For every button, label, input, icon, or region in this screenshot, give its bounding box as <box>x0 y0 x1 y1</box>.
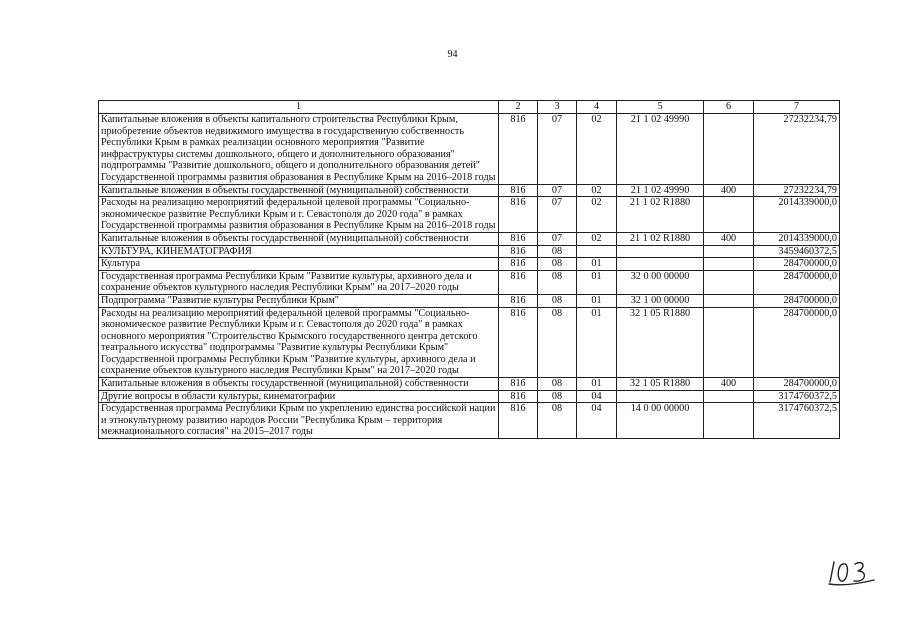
row-subsection: 02 <box>577 232 617 245</box>
row-expense-type <box>704 114 754 185</box>
row-section: 08 <box>538 378 577 391</box>
column-header: 4 <box>577 101 617 114</box>
row-subsection: 01 <box>577 270 617 294</box>
row-section: 08 <box>538 270 577 294</box>
row-name: Капитальные вложения в объекты государственной (муниципальной) собственности <box>99 232 499 245</box>
row-grbs: 816 <box>499 258 538 271</box>
handwritten-page-signature <box>828 556 878 586</box>
row-amount: 284700000,0 <box>754 258 840 271</box>
row-subsection: 04 <box>577 390 617 403</box>
row-grbs: 816 <box>499 307 538 378</box>
page-number: 94 <box>447 49 458 60</box>
row-name: Расходы на реализацию мероприятий федеральной целевой программы "Социально-экономическое развитие Республики Крым и г. Севастополя до 2020 года" в рамках основного мероприятия "Строительство Крымского государственного центра детского театрального искусства" подпрограммы "Развитие культуры Республики Крым" Государственной программы Республики Крым "Развитие культуры, архивного дела и сохранение объектов культурного наследия Республики Крым" на 2017–2020 годы <box>99 307 499 378</box>
row-amount: 284700000,0 <box>754 378 840 391</box>
header-row <box>99 101 840 114</box>
row-name: Государственная программа Республики Крым по укреплению единства российской нации и этнокультурному развитию народов России "Республика Крым – территория межнационального согласия" на 2015–2017 годы <box>99 403 499 439</box>
row-subsection: 01 <box>577 378 617 391</box>
row-amount: 3459460372,5 <box>754 245 840 258</box>
row-subsection: 01 <box>577 294 617 307</box>
row-amount: 27232234,79 <box>754 184 840 197</box>
row-amount: 284700000,0 <box>754 307 840 378</box>
row-target-code: 21 1 02 R1880 <box>617 232 704 245</box>
row-section: 07 <box>538 197 577 233</box>
row-name: Капитальные вложения в объекты государственной (муниципальной) собственности <box>99 184 499 197</box>
row-expense-type <box>704 197 754 233</box>
row-name: Другие вопросы в области культуры, кинематографии <box>99 390 499 403</box>
row-grbs: 816 <box>499 378 538 391</box>
table-row <box>99 258 840 271</box>
table-row <box>99 184 840 197</box>
row-grbs: 816 <box>499 390 538 403</box>
row-section: 07 <box>538 114 577 185</box>
row-target-code: 21 1 02 R1880 <box>617 197 704 233</box>
row-section: 08 <box>538 307 577 378</box>
row-name: Подпрограмма "Развитие культуры Республики Крым" <box>99 294 499 307</box>
row-expense-type <box>704 390 754 403</box>
row-section: 07 <box>538 184 577 197</box>
row-section: 08 <box>538 403 577 439</box>
row-subsection: 02 <box>577 114 617 185</box>
table-row <box>99 197 840 233</box>
row-grbs: 816 <box>499 294 538 307</box>
row-expense-type: 400 <box>704 184 754 197</box>
row-expense-type: 400 <box>704 232 754 245</box>
row-target-code <box>617 390 704 403</box>
row-subsection <box>577 245 617 258</box>
row-amount: 27232234,79 <box>754 114 840 185</box>
row-name: Расходы на реализацию мероприятий федеральной целевой программы "Социально-экономическое развитие Республики Крым и г. Севастополя до 2020 года" в рамках Государственной программы развития образования в Республике Крым на 2016–2018 годы <box>99 197 499 233</box>
row-grbs: 816 <box>499 114 538 185</box>
row-subsection: 02 <box>577 197 617 233</box>
column-header: 3 <box>538 101 577 114</box>
row-section: 08 <box>538 390 577 403</box>
row-expense-type <box>704 307 754 378</box>
row-expense-type <box>704 294 754 307</box>
row-expense-type <box>704 245 754 258</box>
budget-table <box>98 100 840 439</box>
row-subsection: 02 <box>577 184 617 197</box>
row-section: 08 <box>538 245 577 258</box>
table-row <box>99 294 840 307</box>
row-expense-type <box>704 258 754 271</box>
row-target-code: 32 1 05 R1880 <box>617 378 704 391</box>
row-grbs: 816 <box>499 270 538 294</box>
row-expense-type: 400 <box>704 378 754 391</box>
row-expense-type <box>704 403 754 439</box>
row-target-code <box>617 245 704 258</box>
row-target-code: 32 1 05 R1880 <box>617 307 704 378</box>
column-header: 5 <box>617 101 704 114</box>
row-amount: 2014339000,0 <box>754 232 840 245</box>
row-amount: 284700000,0 <box>754 270 840 294</box>
row-name: Культура <box>99 258 499 271</box>
row-expense-type <box>704 270 754 294</box>
row-section: 08 <box>538 258 577 271</box>
table-row <box>99 307 840 378</box>
row-grbs: 816 <box>499 403 538 439</box>
row-grbs: 816 <box>499 232 538 245</box>
row-target-code: 21 1 02 49990 <box>617 114 704 185</box>
table-row <box>99 114 840 185</box>
column-header: 7 <box>754 101 840 114</box>
table-row <box>99 390 840 403</box>
row-target-code: 21 1 02 49990 <box>617 184 704 197</box>
row-section: 08 <box>538 294 577 307</box>
row-subsection: 04 <box>577 403 617 439</box>
table-row <box>99 378 840 391</box>
row-grbs: 816 <box>499 197 538 233</box>
row-target-code: 32 1 00 00000 <box>617 294 704 307</box>
row-subsection: 01 <box>577 258 617 271</box>
row-name: КУЛЬТУРА, КИНЕМАТОГРАФИЯ <box>99 245 499 258</box>
table-row <box>99 232 840 245</box>
row-amount: 284700000,0 <box>754 294 840 307</box>
row-name: Государственная программа Республики Крым "Развитие культуры, архивного дела и сохранение объектов культурного наследия Республики Крым" на 2017–2020 годы <box>99 270 499 294</box>
column-header: 1 <box>99 101 499 114</box>
row-subsection: 01 <box>577 307 617 378</box>
row-name: Капитальные вложения в объекты государственной (муниципальной) собственности <box>99 378 499 391</box>
row-section: 07 <box>538 232 577 245</box>
row-amount: 2014339000,0 <box>754 197 840 233</box>
row-amount: 3174760372,5 <box>754 403 840 439</box>
column-header: 2 <box>499 101 538 114</box>
row-target-code: 14 0 00 00000 <box>617 403 704 439</box>
row-grbs: 816 <box>499 184 538 197</box>
table-row <box>99 245 840 258</box>
table-row <box>99 403 840 439</box>
row-amount: 3174760372,5 <box>754 390 840 403</box>
column-header: 6 <box>704 101 754 114</box>
row-target-code: 32 0 00 00000 <box>617 270 704 294</box>
row-target-code <box>617 258 704 271</box>
row-name: Капитальные вложения в объекты капитального строительства Республики Крым, приобретение объектов недвижимого имущества в государственную собственность Республики Крым в рамках реализации основного мероприятия "Развитие инфраструктуры системы дошкольного, общего и дополнительного образования" подпрограммы "Развитие дошкольного, общего и дополнительного образования детей" Государственной программы развития образования в Республике Крым на 2016–2018 годы <box>99 114 499 185</box>
table-row <box>99 270 840 294</box>
row-grbs: 816 <box>499 245 538 258</box>
